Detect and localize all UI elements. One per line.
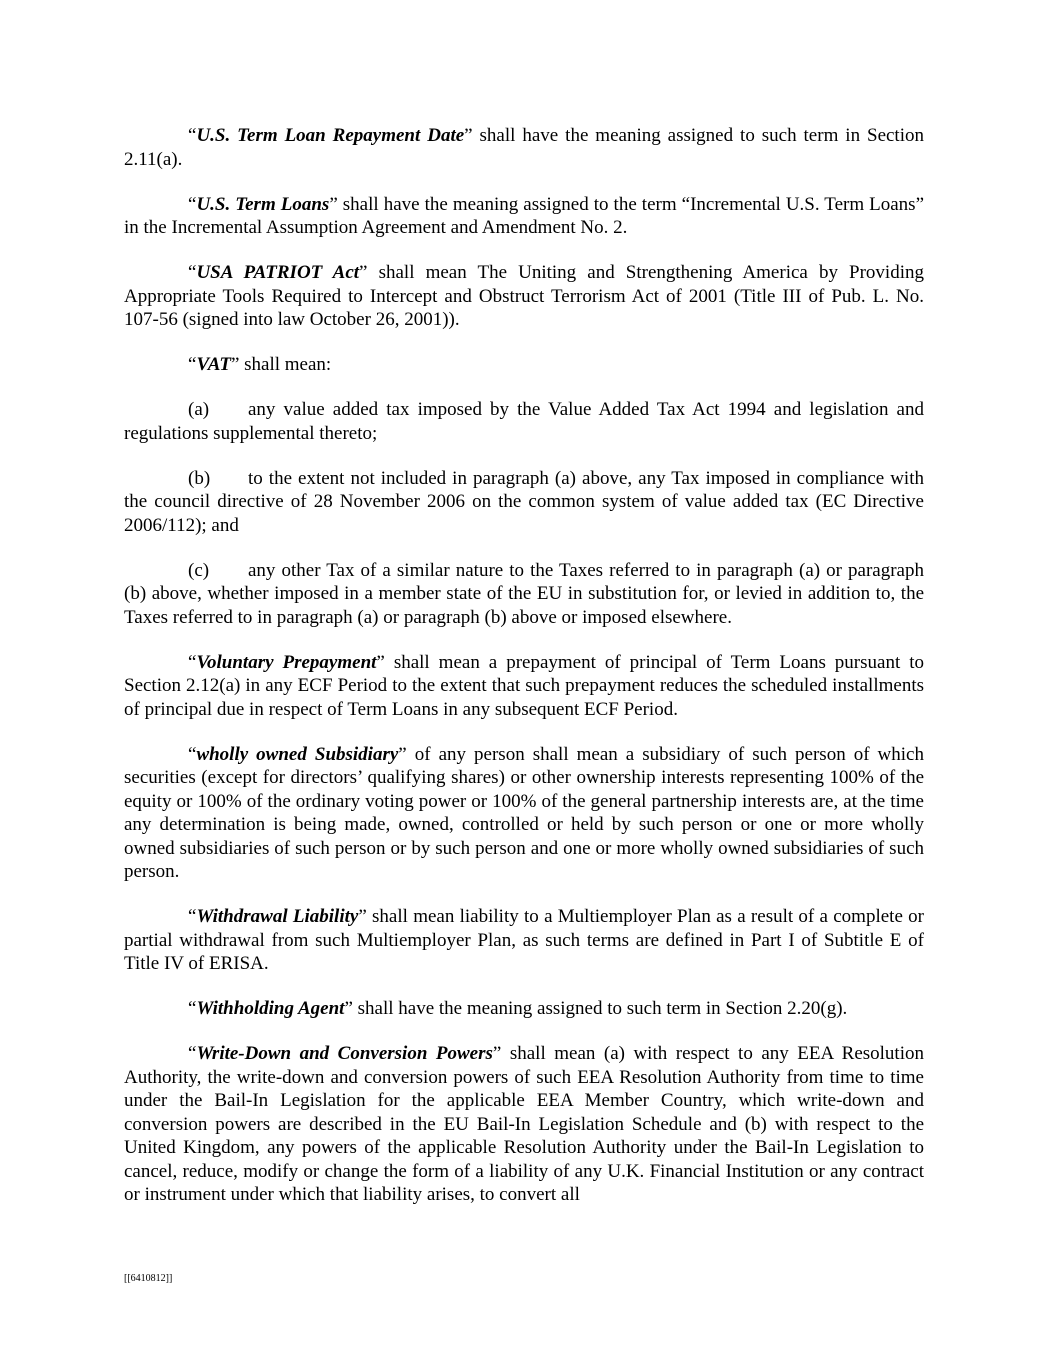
vat-item-b	[124, 467, 924, 538]
item-marker: (a)	[188, 399, 210, 420]
defined-term: Withdrawal Liability	[196, 906, 359, 927]
defined-term: U.S. Term Loans	[196, 193, 330, 215]
definition-text: shall mean liability to a Multiemployer Plan as a result of a complete or partial withdrawal from such Multiemployer Plan, as such terms are defined in Part I of Subtitle E of Title IV of ERISA.	[124, 906, 924, 974]
item-marker: (c)	[188, 559, 210, 581]
definition-text: shall mean:	[239, 354, 332, 375]
definition-withholding-agent: “Withholding Agent” shall have the meaning assigned to such term in Section 2.20(g).	[188, 998, 848, 1019]
definition-usa-patriot-act: “USA PATRIOT Act” shall mean The Uniting and Strengthening America by Providing Appropriate Tools Required to Intercept and Obstruct Terrorism Act of 2001 (Title III of Pub. L. No. 107-56 (signed into law October 26, 2001)).	[124, 262, 924, 330]
defined-term: VAT	[196, 354, 231, 375]
definition-text: shall mean a prepayment of principal of Term Loans pursuant to Section 2.12(a) in any ECF Period to the extent that such prepayment reduces the scheduled installments of principal due in respect of Term Loans in any subsequent ECF Period.	[124, 651, 924, 720]
item-text: any other Tax of a similar nature to the Taxes referred to in paragraph (a) or paragraph (b) above, whether imposed in a member state of the EU in substitution for, or levied in addition to, the Taxes referred to in paragraph (a) or paragraph (b) above or imposed elsewhere.	[124, 559, 924, 628]
defined-term: USA PATRIOT Act	[196, 262, 360, 283]
defined-term: U.S. Term Loan Repayment Date	[196, 125, 465, 146]
defined-term: Write-Down and Conversion Powers	[196, 1043, 493, 1064]
defined-term: Withholding Agent	[196, 998, 345, 1019]
document-body	[124, 124, 924, 1228]
definition-withdrawal-liability: “Withdrawal Liability” shall mean liability to a Multiemployer Plan as a result of a complete or partial withdrawal from such Multiemployer Plan, as such terms are defined in Part I of Subtitle E of Title IV of ERISA.	[124, 906, 924, 974]
defined-term: wholly owned Subsidiary	[196, 743, 399, 765]
definition-write-down-and-conversion-powers: “Write-Down and Conversion Powers” shall mean (a) with respect to any EEA Resolution Authority, the write-down and conversion powers of such EEA Resolution Authority from time to time under the Bail-In Legislation for the applicable EEA Member Country, which write-down and conversion powers are described in the EU Bail-In Legislation Schedule and (b) with respect to the United Kingdom, any powers of the applicable Resolution Authority under the Bail-In Legislation to cancel, reduce, modify or change the form of a liability of any U.K. Financial Institution or any contract or instrument under which that liability arises, to convert all	[124, 1043, 924, 1205]
definition-vat: “VAT” shall mean:	[188, 354, 332, 375]
definition-text: shall have the meaning assigned to the term “Incremental U.S. Term Loans” in the Incremental Assumption Agreement and Amendment No. 2.	[124, 193, 925, 238]
definition-us-term-loan-repayment-date: “U.S. Term Loan Repayment Date” shall have the meaning assigned to such term in Section 2.11(a).	[124, 125, 924, 170]
definition-us-term-loans: “U.S. Term Loans” shall have the meaning assigned to the term “Incremental U.S. Term Loans” in the Incremental Assumption Agreement and Amendment No. 2.	[124, 193, 925, 238]
item-marker: (b)	[188, 467, 211, 489]
document-id-footer: [[6410812]]	[124, 1273, 173, 1284]
definition-voluntary-prepayment: “Voluntary Prepayment” shall mean a prepayment of principal of Term Loans pursuant to Section 2.12(a) in any ECF Period to the extent that such prepayment reduces the scheduled installments of principal due in respect of Term Loans in any subsequent ECF Period.	[124, 651, 924, 720]
definition-text: shall mean (a) with respect to any EEA Resolution Authority, the write-down and conversion powers of such EEA Resolution Authority from time to time under the Bail-In Legislation for the applicable EEA Member Country, which write-down and conversion powers are described in the EU Bail-In Legislation Schedule and (b) with respect to the United Kingdom, any powers of the applicable Resolution Authority under the Bail-In Legislation to cancel, reduce, modify or change the form of a liability of any U.K. Financial Institution or any contract or instrument under which that liability arises, to convert all	[124, 1043, 924, 1205]
defined-term: Voluntary Prepayment	[196, 651, 377, 673]
definition-text: shall mean The Uniting and Strengthening America by Providing Appropriate Tools Required to Intercept and Obstruct Terrorism Act of 2001 (Title III of Pub. L. No. 107-56 (signed into law October 26, 2001)).	[124, 262, 924, 330]
definition-text: of any person shall mean a subsidiary of such person of which securities (except for directors’ qualifying shares) or other ownership interests representing 100% of the equity or 100% of the ordinary voting power or 100% of the general partnership interests are, at the time any determination is being made, owned, controlled or held by such person or one or more wholly owned subsidiaries of such person or by such person and one or more wholly owned subsidiaries of such person.	[124, 743, 924, 882]
definition-wholly-owned-subsidiary: “wholly owned Subsidiary” of any person shall mean a subsidiary of such person of which securities (except for directors’ qualifying shares) or other ownership interests representing 100% of the equity or 100% of the ordinary voting power or 100% of the general partnership interests are, at the time any determination is being made, owned, controlled or held by such person or one or more wholly owned subsidiaries of such person or by such person and one or more wholly owned subsidiaries of such person.	[124, 743, 924, 882]
definition-text: shall have the meaning assigned to such term in Section 2.20(g).	[352, 998, 848, 1019]
vat-item-a	[124, 398, 924, 445]
item-text: any value added tax imposed by the Value Added Tax Act 1994 and legislation and regulations supplemental thereto;	[124, 399, 924, 444]
definition-text: shall have the meaning assigned to such term in Section 2.11(a).	[124, 125, 924, 170]
vat-item-c	[124, 559, 924, 630]
item-text: to the extent not included in paragraph (a) above, any Tax imposed in compliance with the council directive of 28 November 2006 on the common system of value added tax (EC Directive 2006/112); and	[124, 467, 924, 536]
